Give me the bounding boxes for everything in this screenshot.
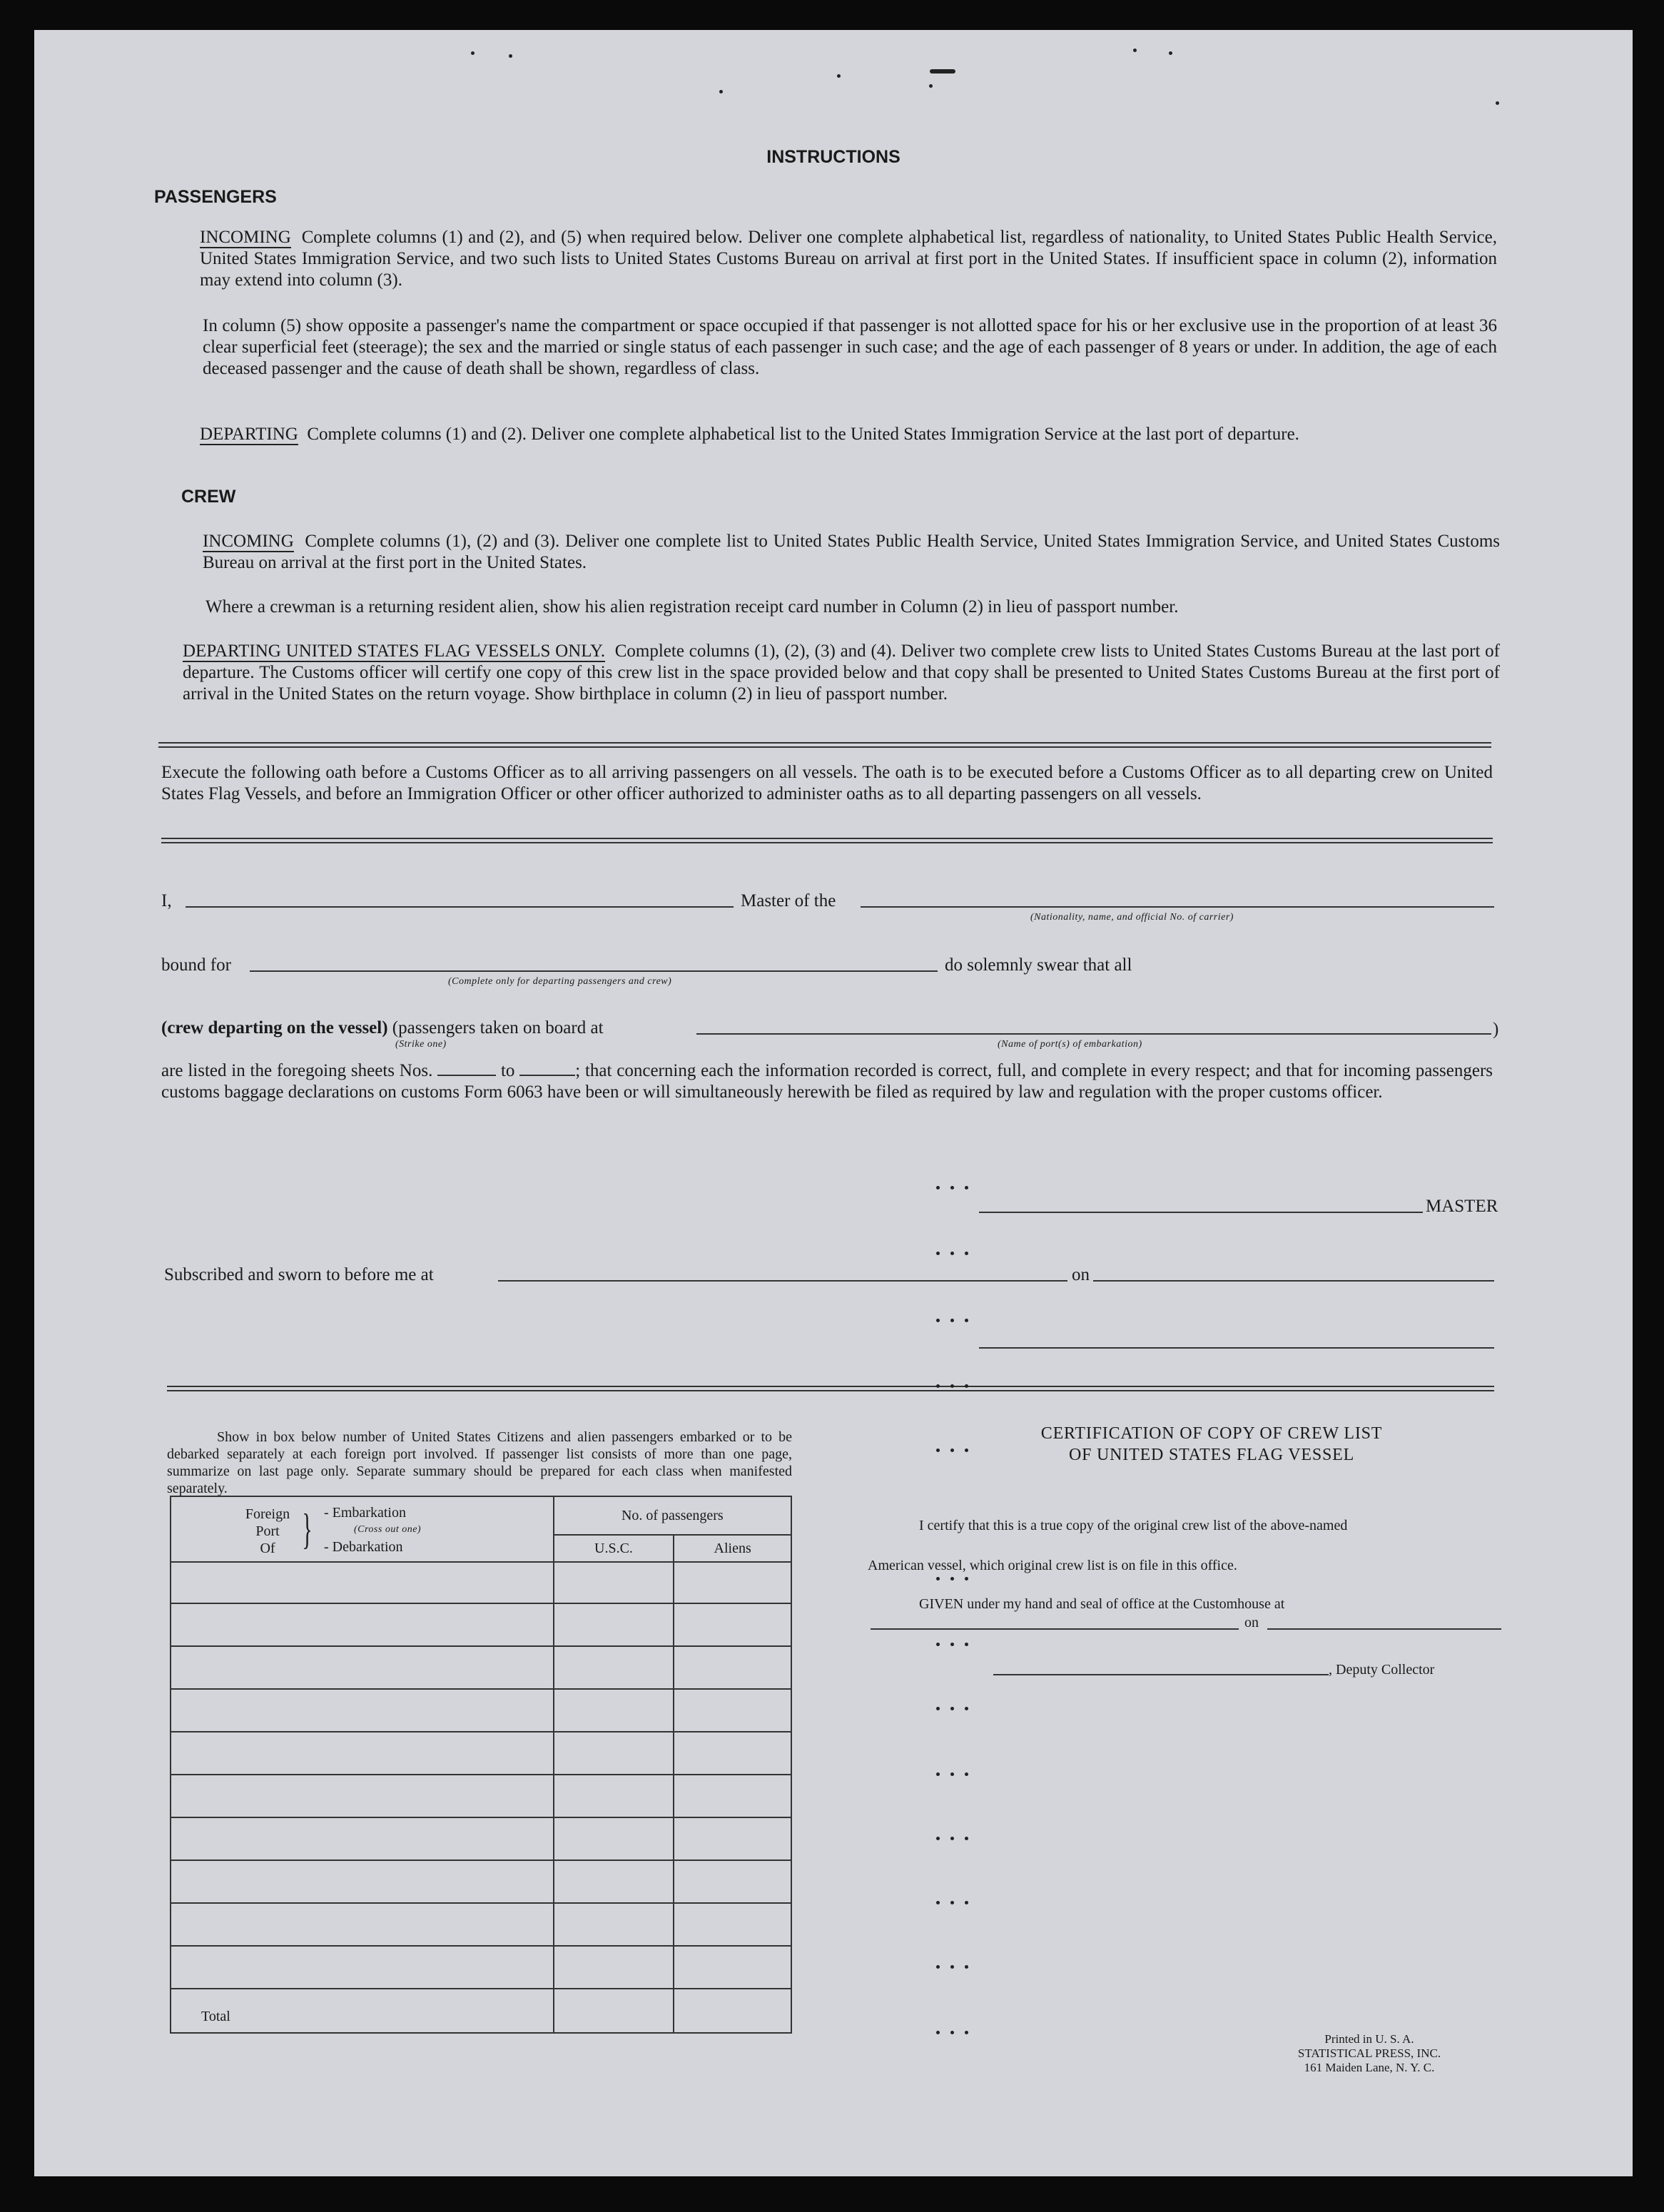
speck-mark	[930, 69, 955, 73]
brace-icon: }	[302, 1506, 313, 1553]
oath-instruction: Execute the following oath before a Customs Officer as to all arriving passengers on all vessels. The oath is to be executed before a Customs Officer as to all departing crew on United States Flag Vessels, and before an Immigration Officer or other officer authorized to administer oaths as to all departing passengers on all vessels.	[161, 763, 1493, 803]
speck-mark	[1169, 51, 1172, 55]
subscribed-label: Subscribed and sworn to before me at	[164, 1265, 434, 1284]
usc-cell[interactable]	[554, 1817, 674, 1860]
foreign-port-label	[243, 1506, 293, 1557]
aliens-cell[interactable]	[674, 1817, 791, 1860]
aliens-cell[interactable]	[674, 1946, 791, 1989]
certification-heading-1: CERTIFICATION OF COPY OF CREW LIST	[1040, 1424, 1383, 1443]
bound-for-field[interactable]	[250, 970, 938, 972]
crew-departing-text: Complete columns (1), (2), (3) and (4). Deliver two complete crew lists to United States Customs Bureau at the last port of departure. The Customs officer will certify one copy of this crew list in the space provided below and that copy shall be presented to United States Customs Bureau at the first port of arrival in the United States on the return voyage. Show birthplace in column (2) in lieu of passport number.	[183, 641, 1501, 704]
passenger-summary-table	[170, 1496, 792, 2034]
deputy-signature-field[interactable]	[993, 1674, 1329, 1675]
summary-instruction: Show in box below number of United States Citizens and alien passengers embarked or to be debarked separately at each foreign port involved. If passenger list consists of more than one page, summarize on last page only. Separate summary should be prepared for each class when manifested separately.	[167, 1429, 792, 1496]
speck-mark	[719, 90, 723, 93]
certification-line-3: GIVEN under my hand and seal of office at the Customhouse at	[919, 1596, 1285, 1612]
usc-header: U.S.C.	[554, 1535, 674, 1562]
crew-incoming-text: Complete columns (1), (2) and (3). Deliver one complete list to United States Public Health Service, United States Immigration Service, and United States Customs Bureau on arrival at the first port in the United States.	[203, 532, 1500, 572]
embark-debark-labels	[324, 1504, 421, 1556]
strike-line	[161, 1018, 604, 1039]
usc-cell[interactable]	[554, 1946, 674, 1989]
officer-signature-field[interactable]	[979, 1347, 1494, 1349]
port-cell[interactable]	[171, 1646, 554, 1689]
listed-prefix: are listed in the foregoing sheets Nos.	[161, 1061, 433, 1080]
strike-caption: (Strike one)	[395, 1039, 447, 1050]
usc-cell[interactable]	[554, 1860, 674, 1903]
port-label: Port	[255, 1523, 280, 1539]
printer-line-3: 161 Maiden Lane, N. Y. C.	[1304, 2061, 1435, 2074]
crew-incoming-label: INCOMING	[203, 532, 294, 551]
total-usc-cell[interactable]	[554, 1989, 674, 2033]
passengers-column5-paragraph: In column (5) show opposite a passenger's name the compartment or space occupied if that passenger is not allotted space for his or her exclusive use in the proportion of at least 36 clear superficial feet (steerage); the sex and the married or single status of each passenger in such case; and the age of each passenger of 8 years or under. In addition, the age of each deceased passenger and the cause of death shall be shown, regardless of class.	[203, 316, 1497, 378]
passengers-incoming-text: Complete columns (1) and (2), and (5) when required below. Deliver one complete alphabetical list, regardless of nationality, to United States Public Health Service, United States Immigration Service, and two such lists to United States Customs Bureau on arrival at first port in the United States. If insufficient space in column (2), information may extend into column (3).	[200, 228, 1498, 290]
port-cell[interactable]	[171, 1603, 554, 1646]
close-paren: )	[1493, 1020, 1499, 1039]
aliens-cell[interactable]	[674, 1689, 791, 1732]
of-label: Of	[260, 1541, 275, 1556]
master-name-field[interactable]	[186, 906, 734, 908]
usc-cell[interactable]	[554, 1646, 674, 1689]
port-cell[interactable]	[171, 1946, 554, 1989]
certification-heading	[940, 1423, 1483, 1466]
listed-paragraph	[161, 1060, 1493, 1103]
usc-cell[interactable]	[554, 1775, 674, 1817]
master-signature-field[interactable]	[979, 1212, 1423, 1213]
carrier-field[interactable]	[861, 906, 1494, 908]
perforation-dots	[935, 1186, 978, 2099]
port-cell[interactable]	[171, 1562, 554, 1603]
certification-on-label: on	[1244, 1615, 1259, 1630]
port-cell[interactable]	[171, 1689, 554, 1732]
usc-cell[interactable]	[554, 1562, 674, 1603]
bound-for-label: bound for	[161, 955, 231, 975]
printer-line-1: Printed in U. S. A.	[1324, 2032, 1414, 2046]
speck-mark	[1496, 101, 1499, 105]
port-cell[interactable]	[171, 1903, 554, 1946]
bound-for-caption: (Complete only for departing passengers and crew)	[448, 976, 672, 987]
carrier-caption: (Nationality, name, and official No. of carrier)	[1030, 912, 1234, 923]
subscribed-on-label: on	[1072, 1265, 1090, 1284]
divider	[167, 1386, 1494, 1391]
printer-imprint	[1280, 2032, 1458, 2075]
oath-i-label: I,	[161, 891, 172, 910]
aliens-cell[interactable]	[674, 1775, 791, 1817]
customhouse-field[interactable]	[871, 1628, 1239, 1630]
certification-date-field[interactable]	[1267, 1628, 1501, 1630]
subscribed-date-field[interactable]	[1093, 1280, 1494, 1282]
crew-departing-paragraph	[183, 641, 1500, 705]
port-cell[interactable]	[171, 1732, 554, 1775]
divider	[161, 838, 1493, 843]
speck-mark	[837, 74, 841, 78]
crew-departing-option[interactable]: (crew departing on the vessel)	[161, 1018, 388, 1037]
speck-mark	[929, 84, 933, 88]
total-label: Total	[171, 1989, 554, 2033]
speck-mark	[509, 54, 512, 58]
listed-rest: ; that concerning each the information recorded is correct, full, and complete in every respect; and that for incoming passengers customs baggage declarations on customs Form 6063 have been or will simultaneously herewith be filed as required by law and regulation with the proper customs officer.	[161, 1061, 1493, 1102]
port-cell[interactable]	[171, 1860, 554, 1903]
port-cell[interactable]	[171, 1775, 554, 1817]
usc-cell[interactable]	[554, 1689, 674, 1732]
crew-incoming-paragraph	[203, 531, 1500, 574]
master-signature-label: MASTER	[1426, 1197, 1498, 1216]
subscribed-place-field[interactable]	[498, 1280, 1067, 1282]
passengers-taken-option[interactable]: (passengers taken on board at	[392, 1018, 604, 1037]
debarkation-option[interactable]: - Debarkation	[324, 1539, 403, 1555]
crew-heading: CREW	[181, 487, 236, 507]
cross-out-caption: (Cross out one)	[354, 1524, 422, 1535]
usc-cell[interactable]	[554, 1603, 674, 1646]
speck-mark	[1133, 49, 1137, 52]
certification-line-2: American vessel, which original crew list is on file in this office.	[868, 1558, 1237, 1573]
passengers-incoming-paragraph	[200, 227, 1497, 291]
aliens-cell[interactable]	[674, 1903, 791, 1946]
passengers-heading: PASSENGERS	[154, 187, 277, 207]
form-sheet	[34, 30, 1633, 2176]
passengers-departing-label: DEPARTING	[200, 425, 298, 444]
certification-heading-2: OF UNITED STATES FLAG VESSEL	[1068, 1446, 1355, 1464]
master-of-the-label: Master of the	[741, 891, 836, 910]
page-title: INSTRUCTIONS	[766, 147, 901, 167]
aliens-cell[interactable]	[674, 1646, 791, 1689]
aliens-cell[interactable]	[674, 1562, 791, 1603]
port-cell[interactable]	[171, 1817, 554, 1860]
foreign-port-header	[171, 1496, 554, 1562]
aliens-cell[interactable]	[674, 1603, 791, 1646]
passengers-departing-paragraph	[200, 424, 1497, 445]
no-passengers-header: No. of passengers	[554, 1496, 791, 1535]
usc-cell[interactable]	[554, 1903, 674, 1946]
deputy-collector-label: , Deputy Collector	[1329, 1662, 1435, 1678]
aliens-cell[interactable]	[674, 1732, 791, 1775]
sheets-to-field[interactable]	[519, 1075, 575, 1076]
sheets-from-field[interactable]	[437, 1075, 496, 1076]
embarkation-port-field[interactable]	[696, 1033, 1491, 1035]
printer-line-2: STATISTICAL PRESS, INC.	[1297, 2046, 1441, 2060]
passengers-departing-text: Complete columns (1) and (2). Deliver one complete alphabetical list to the United States Immigration Service at the last port of departure.	[307, 425, 1299, 444]
total-aliens-cell[interactable]	[674, 1989, 791, 2033]
foreign-label: Foreign	[245, 1506, 290, 1522]
usc-cell[interactable]	[554, 1732, 674, 1775]
swear-text: do solemnly swear that all	[945, 955, 1132, 975]
speck-mark	[471, 51, 475, 55]
embarkation-option[interactable]: - Embarkation	[324, 1505, 406, 1521]
certification-line-1: I certify that this is a true copy of the original crew list of the above-named	[919, 1518, 1348, 1533]
aliens-cell[interactable]	[674, 1860, 791, 1903]
port-caption: (Name of port(s) of embarkation)	[998, 1039, 1142, 1050]
divider	[158, 742, 1491, 748]
crew-departing-label: DEPARTING UNITED STATES FLAG VESSELS ONLY.	[183, 641, 606, 661]
listed-to: to	[500, 1061, 515, 1080]
crew-resident-paragraph: Where a crewman is a returning resident alien, show his alien registration receipt card number in Column (2) in lieu of passport number.	[206, 597, 1179, 617]
passengers-incoming-label: INCOMING	[200, 228, 291, 247]
aliens-header: Aliens	[674, 1535, 791, 1562]
